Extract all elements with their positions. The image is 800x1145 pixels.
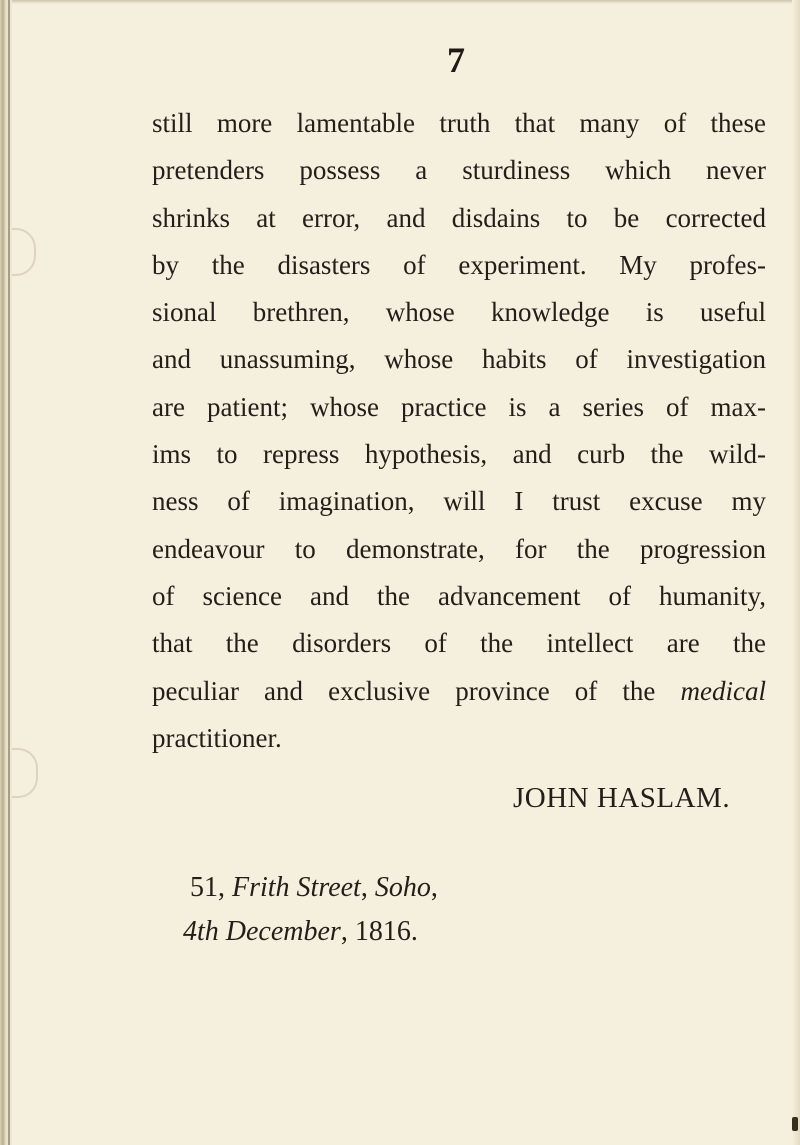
address-block bbox=[183, 866, 438, 954]
emphasized-word: medical bbox=[680, 675, 766, 706]
date-year: 1816. bbox=[354, 916, 418, 947]
text-line: pretenders possess a sturdiness which never bbox=[152, 155, 766, 186]
bleed-through-mark bbox=[12, 228, 36, 276]
separator: , bbox=[360, 872, 368, 903]
address-line bbox=[190, 866, 438, 910]
binding-gutter bbox=[0, 0, 12, 1145]
text-line: ness of imagination, will I trust excuse my bbox=[152, 486, 766, 517]
text-line: by the disasters of experiment. My profes- bbox=[152, 249, 766, 280]
text-line: shrinks at error, and disdains to be corrected bbox=[152, 202, 766, 233]
text-line: endeavour to demonstrate, for the progression bbox=[152, 533, 766, 564]
text-line: of science and the advancement of humanity, bbox=[152, 580, 766, 611]
street-name: Frith Street bbox=[232, 872, 361, 903]
text-line: and unassuming, whose habits of investigation bbox=[152, 344, 766, 375]
text-line-with-emphasis bbox=[152, 668, 766, 715]
author-signature: JOHN HASLAM. bbox=[513, 782, 731, 814]
date-day-month: 4th December bbox=[183, 916, 341, 947]
binding-line bbox=[8, 0, 10, 1145]
page-top-edge bbox=[0, 0, 800, 4]
text-line: ims to repress hypothesis, and curb the wild- bbox=[152, 439, 766, 470]
text-line: still more lamentable truth that many of these bbox=[152, 108, 766, 138]
page-corner-mark bbox=[792, 1117, 798, 1131]
text-line-part: peculiar and exclusive province of the bbox=[152, 675, 681, 706]
bleed-through-mark bbox=[12, 748, 38, 798]
date-line bbox=[183, 910, 438, 954]
page-right-edge bbox=[792, 0, 800, 1145]
page-number: 7 bbox=[447, 40, 465, 80]
separator: , bbox=[430, 872, 438, 903]
street-number: 51, bbox=[190, 872, 225, 903]
text-line: sional brethren, whose knowledge is useful bbox=[152, 297, 766, 328]
body-paragraph bbox=[152, 100, 766, 762]
text-line: that the disorders of the intellect are the bbox=[152, 628, 766, 659]
district-name: Soho bbox=[374, 872, 431, 903]
text-line: practitioner. bbox=[152, 722, 282, 753]
text-line: are patient; whose practice is a series of max- bbox=[152, 391, 766, 422]
separator: , bbox=[340, 916, 348, 947]
